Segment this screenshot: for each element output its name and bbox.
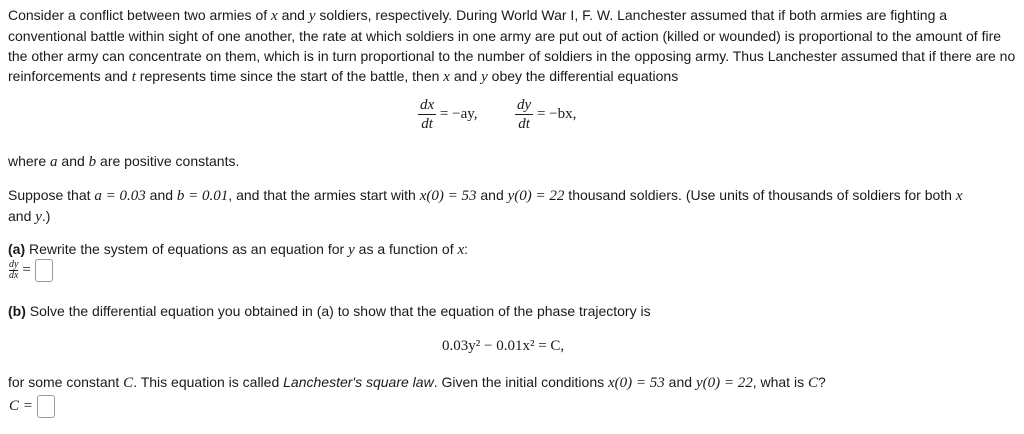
dy-dt-fraction: $\frac{dy}{dt}$ <box>517 97 532 132</box>
where-line: where a and b are positive constants. <box>8 153 240 170</box>
dy-dx-fraction: $\frac{dy}{dx}$ <box>9 259 19 281</box>
part-b-answer-row: C = <box>9 395 55 418</box>
dx-dt-fraction: $\frac{dx}{dt}$ <box>420 97 435 132</box>
part-a-prompt: (a) Rewrite the system of equations as an equation for y as a function of x: <box>8 241 469 258</box>
part-b-prompt: (b) Solve the differential equation you obtained in (a) to show that the equation of the phase trajectory is <box>8 303 651 319</box>
intro-line-3: the other army can concentrate on them, which is in turn proportional to the number of soldiers in the opposing army. Thus Lanchester assumed that if there are no <box>8 48 1016 64</box>
equation-1-rhs: = −ay, <box>439 105 478 122</box>
intro-line-2: conventional battle within sight of one another, the rate at which soldiers in one army are put out of action (killed or wounded) is proportional to the amount of fire <box>8 28 1002 44</box>
intro-paragraph <box>8 5 1018 87</box>
differential-equations <box>418 96 576 133</box>
intro-line-4: reinforcements and t represents time since the start of the battle, then x and y obey the differential equations <box>8 68 679 85</box>
part-b-question: for some constant C. This equation is called Lanchester's square law. Given the initial conditions x(0) = 53 and y(0) = 22, what is C? <box>8 374 826 391</box>
equation-2-rhs: = −bx, <box>536 105 577 122</box>
part-b-answer-input[interactable] <box>37 395 55 418</box>
suppose-paragraph: Suppose that a = 0.03 and b = 0.01, and that the armies start with x(0) = 53 and y(0) = 22 thousand soldiers. (Use units of thousands of soldiers for both x and y.) <box>8 187 963 225</box>
intro-line-1: Consider a conflict between two armies of x and y soldiers, respectively. During World War I, F. W. Lanchester assumed that if both armies are fighting a <box>8 7 948 24</box>
part-a-answer-input[interactable] <box>35 259 53 282</box>
part-a-answer-row: $\frac{dy}{dx}$ = <box>9 259 53 282</box>
phase-trajectory-equation: 0.03y² − 0.01x² = C, <box>442 338 565 354</box>
